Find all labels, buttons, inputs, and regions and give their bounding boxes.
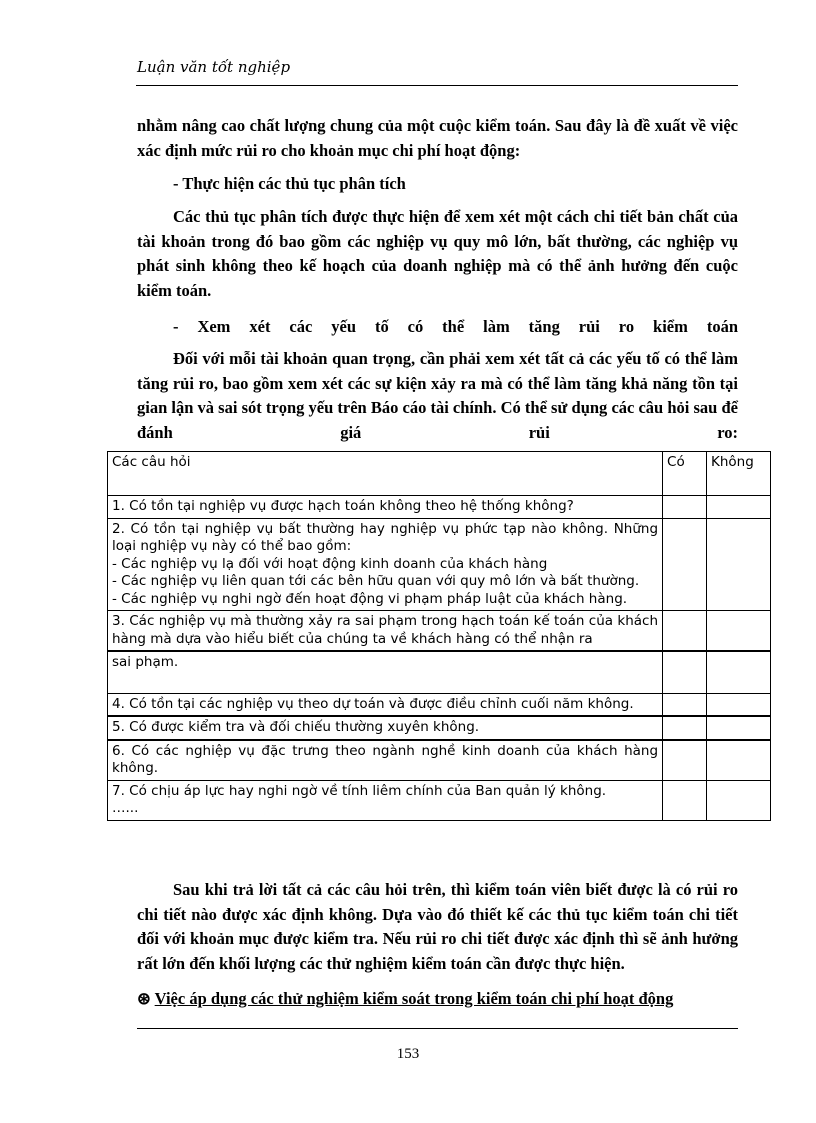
- table-row: [108, 740, 771, 781]
- table-header-row: [108, 452, 771, 496]
- question-cell: 5. Có được kiểm tra và đối chiếu thường xuyên không.: [108, 716, 663, 740]
- table-row: [108, 780, 771, 820]
- yes-cell: [663, 611, 707, 652]
- header-yes: Có: [663, 452, 707, 496]
- paragraph-conclusion: Sau khi trả lời tất cả các câu hỏi trên, thì kiểm toán viên biết được là có rủi ro chi tiết nào được xác định không. Dựa vào đó thiết kế các thủ tục kiểm toán chi tiết đối với khoản mục được kiểm tra. Nếu rủi ro chi tiết được xác định thì sẽ ảnh hưởng rất lớn đến khối lượng các thử nghiệm kiểm toán cần được thực hiện.: [137, 880, 738, 973]
- yes-cell: [663, 651, 707, 693]
- table-row: [108, 693, 771, 716]
- question-cell: 4. Có tồn tại các nghiệp vụ theo dự toán và được điều chỉnh cuối năm không.: [108, 693, 663, 716]
- question-cell: sai phạm.: [108, 651, 663, 693]
- no-cell: [707, 716, 771, 740]
- yes-cell: [663, 693, 707, 716]
- no-cell: [707, 693, 771, 716]
- table-row: [108, 611, 771, 652]
- page-number: 153: [396, 1046, 420, 1062]
- question-cell: 2. Có tồn tại nghiệp vụ bất thường hay nghiệp vụ phức tạp nào không. Những loại nghiệp vụ này có thể bao gồm: - Các nghiệp vụ lạ đối với hoạt động kinh doanh của khách hàng - Các nghiệp vụ liên quan tới các bên hữu quan với quy mô lớn và bất thường. - Các nghiệp vụ nghi ngờ đến hoạt động vi phạm pháp luật của khách hàng.: [108, 518, 663, 611]
- no-cell: [707, 496, 771, 519]
- yes-cell: [663, 740, 707, 781]
- paragraph-factors: Đối với mỗi tài khoản quan trọng, cần phải xem xét tất cả các yếu tố có thể làm tăng rủi ro, bao gồm xem xét các sự kiện xảy ra mà có thể làm tăng khả năng tồn tại gian lận và sai sót trọng yếu trên Báo cáo tài chính. Có thể sử dụng các câu hỏi sau để đánh giá rủi ro:: [137, 349, 738, 442]
- header-questions: Các câu hỏi: [108, 452, 663, 496]
- no-cell: [707, 740, 771, 781]
- paragraph-analysis: Các thủ tục phân tích được thực hiện để xem xét một cách chi tiết bản chất của tài khoản trong đó bao gồm các nghiệp vụ quy mô lớn, bất thường, các nghiệp vụ phát sinh không theo kế hoạch của doanh nghiệp mà có thể ảnh hưởng đến cuộc kiểm toán.: [137, 207, 738, 300]
- no-cell: [707, 518, 771, 611]
- yes-cell: [663, 496, 707, 519]
- no-cell: [707, 611, 771, 652]
- question-cell: 3. Các nghiệp vụ mà thường xảy ra sai phạm trong hạch toán kế toán của khách hàng mà dựa vào hiểu biết của chúng ta về khách hàng có thể nhận ra: [108, 611, 663, 652]
- paragraph-factors-heading: - Xem xét các yếu tố có thể làm tăng rủi ro kiểm toán: [173, 317, 738, 336]
- risk-questions-table: [107, 451, 771, 821]
- paragraph-analysis-heading: - Thực hiện các thủ tục phân tích: [173, 174, 406, 193]
- table-row: [108, 496, 771, 519]
- header-no: Không: [707, 452, 771, 496]
- section-heading: [137, 987, 738, 1012]
- yes-cell: [663, 716, 707, 740]
- running-header: Luận văn tốt nghiệp: [137, 58, 291, 76]
- no-cell: [707, 651, 771, 693]
- yes-cell: [663, 780, 707, 820]
- paragraph-intro: nhằm nâng cao chất lượng chung của một cuộc kiểm toán. Sau đây là đề xuất về việc xác định mức rủi ro cho khoản mục chi phí hoạt động:: [137, 116, 738, 160]
- question-cell: 1. Có tồn tại nghiệp vụ được hạch toán không theo hệ thống không?: [108, 496, 663, 519]
- question-cell: 7. Có chịu áp lực hay nghi ngờ về tính liêm chính của Ban quản lý không. …...: [108, 780, 663, 820]
- table-row: [108, 518, 771, 611]
- table-row: [108, 716, 771, 740]
- header-rule: [136, 85, 738, 86]
- yes-cell: [663, 518, 707, 611]
- section-bullet-icon: ⊛: [137, 989, 151, 1008]
- table-row: [108, 651, 771, 693]
- no-cell: [707, 780, 771, 820]
- question-cell: 6. Có các nghiệp vụ đặc trưng theo ngành nghề kinh doanh của khách hàng không.: [108, 740, 663, 781]
- footer-rule: [137, 1028, 738, 1029]
- section-heading-text: Việc áp dụng các thử nghiệm kiểm soát trong kiểm toán chi phí hoạt động: [154, 989, 674, 1008]
